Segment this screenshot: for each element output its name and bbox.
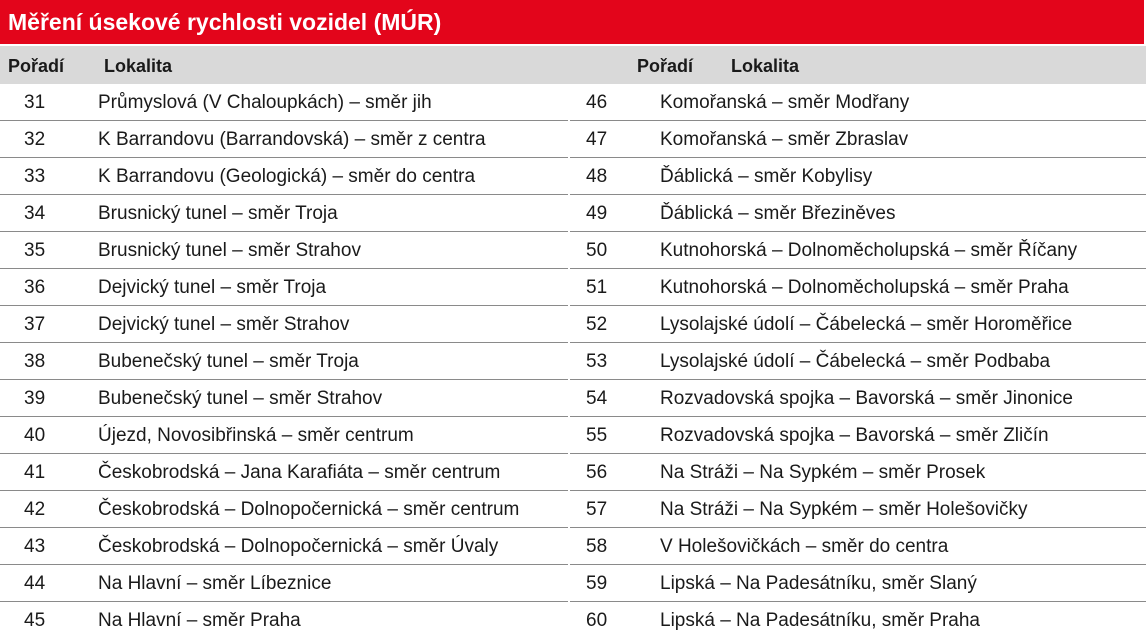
table-row bbox=[570, 454, 1146, 491]
table-row bbox=[570, 158, 1146, 195]
row-location: Kutnohorská – Dolnoměcholupská – směr Říčany bbox=[660, 240, 1078, 261]
row-order: 41 bbox=[24, 462, 46, 483]
row-location: Na Hlavní – směr Praha bbox=[98, 610, 301, 631]
left-column bbox=[0, 84, 568, 639]
row-location: Lysolajské údolí – Čábelecká – směr Podbaba bbox=[660, 351, 1051, 372]
row-location: Českobrodská – Dolnopočernická – směr centrum bbox=[98, 499, 520, 520]
table-row bbox=[0, 380, 568, 417]
row-location: Ďáblická – směr Kobylisy bbox=[660, 166, 873, 187]
row-location: Komořanská – směr Zbraslav bbox=[660, 129, 909, 150]
row-location: Dejvický tunel – směr Troja bbox=[98, 277, 327, 298]
table-row bbox=[0, 195, 568, 232]
header-order-left: Pořadí bbox=[8, 56, 65, 76]
row-order: 32 bbox=[24, 129, 46, 150]
row-order: 47 bbox=[586, 129, 608, 150]
right-column bbox=[570, 84, 1146, 639]
table-row bbox=[570, 565, 1146, 602]
table-title: Měření úsekové rychlosti vozidel (MÚR) bbox=[0, 0, 1144, 44]
table-row bbox=[0, 565, 568, 602]
table-header bbox=[0, 46, 1146, 84]
table-row bbox=[570, 343, 1146, 380]
table-row bbox=[0, 158, 568, 195]
table-row bbox=[0, 602, 568, 639]
table-row bbox=[570, 232, 1146, 269]
row-location: Na Hlavní – směr Líbeznice bbox=[98, 573, 332, 594]
row-location: K Barrandovu (Barrandovská) – směr z centra bbox=[98, 129, 486, 150]
row-order: 52 bbox=[586, 314, 608, 335]
table-row bbox=[0, 232, 568, 269]
table-row bbox=[570, 528, 1146, 565]
row-location: Komořanská – směr Modřany bbox=[660, 92, 910, 113]
table-row bbox=[0, 528, 568, 565]
table-row bbox=[0, 454, 568, 491]
table-row bbox=[0, 343, 568, 380]
row-order: 54 bbox=[586, 388, 608, 409]
table-row bbox=[0, 306, 568, 343]
row-order: 50 bbox=[586, 240, 608, 261]
row-order: 55 bbox=[586, 425, 608, 446]
row-order: 43 bbox=[24, 536, 46, 557]
row-order: 57 bbox=[586, 499, 608, 520]
row-location: Bubenečský tunel – směr Troja bbox=[98, 351, 359, 372]
row-location: Újezd, Novosibřinská – směr centrum bbox=[98, 425, 414, 446]
row-location: Lysolajské údolí – Čábelecká – směr Horoměřice bbox=[660, 314, 1073, 335]
table-row bbox=[570, 602, 1146, 639]
row-order: 44 bbox=[24, 573, 46, 594]
row-order: 35 bbox=[24, 240, 46, 261]
row-order: 37 bbox=[24, 314, 46, 335]
row-location: Ďáblická – směr Březiněves bbox=[660, 203, 896, 224]
row-location: Rozvadovská spojka – Bavorská – směr Jinonice bbox=[660, 388, 1073, 409]
table-row bbox=[570, 380, 1146, 417]
row-order: 56 bbox=[586, 462, 608, 483]
table-row bbox=[0, 84, 568, 121]
row-location: Českobrodská – Dolnopočernická – směr Úvaly bbox=[98, 536, 499, 557]
row-order: 34 bbox=[24, 203, 46, 224]
header-order-right: Pořadí bbox=[637, 56, 694, 76]
table-row bbox=[570, 121, 1146, 158]
row-order: 38 bbox=[24, 351, 46, 372]
row-location: Kutnohorská – Dolnoměcholupská – směr Praha bbox=[660, 277, 1069, 298]
table-row bbox=[570, 84, 1146, 121]
row-order: 60 bbox=[586, 610, 608, 631]
row-order: 31 bbox=[24, 92, 46, 113]
row-location: Na Stráži – Na Sypkém – směr Prosek bbox=[660, 462, 986, 483]
row-location: Na Stráži – Na Sypkém – směr Holešovičky bbox=[660, 499, 1028, 520]
row-order: 58 bbox=[586, 536, 608, 557]
row-order: 36 bbox=[24, 277, 46, 298]
table-row bbox=[0, 269, 568, 306]
row-location: Lipská – Na Padesátníku, směr Praha bbox=[660, 610, 981, 631]
table-row bbox=[570, 417, 1146, 454]
row-order: 51 bbox=[586, 277, 608, 298]
row-order: 40 bbox=[24, 425, 46, 446]
table-row bbox=[0, 491, 568, 528]
table-row bbox=[570, 306, 1146, 343]
header-location-right: Lokalita bbox=[731, 56, 800, 76]
row-order: 53 bbox=[586, 351, 608, 372]
row-location: Bubenečský tunel – směr Strahov bbox=[98, 388, 383, 409]
table-row bbox=[570, 269, 1146, 306]
table-row bbox=[570, 491, 1146, 528]
row-order: 48 bbox=[586, 166, 608, 187]
row-order: 59 bbox=[586, 573, 608, 594]
row-location: Brusnický tunel – směr Troja bbox=[98, 203, 338, 224]
table-row bbox=[0, 121, 568, 158]
row-location: Průmyslová (V Chaloupkách) – směr jih bbox=[98, 92, 432, 113]
row-location: K Barrandovu (Geologická) – směr do centra bbox=[98, 166, 476, 187]
header-location-left: Lokalita bbox=[104, 56, 173, 76]
row-location: Dejvický tunel – směr Strahov bbox=[98, 314, 350, 335]
row-location: Rozvadovská spojka – Bavorská – směr Zličín bbox=[660, 425, 1049, 446]
row-order: 45 bbox=[24, 610, 46, 631]
row-order: 49 bbox=[586, 203, 608, 224]
row-location: Lipská – Na Padesátníku, směr Slaný bbox=[660, 573, 977, 594]
row-location: V Holešovičkách – směr do centra bbox=[660, 536, 949, 557]
table-row bbox=[0, 417, 568, 454]
row-location: Českobrodská – Jana Karafiáta – směr centrum bbox=[98, 462, 501, 483]
row-order: 33 bbox=[24, 166, 46, 187]
row-location: Brusnický tunel – směr Strahov bbox=[98, 240, 361, 261]
row-order: 42 bbox=[24, 499, 46, 520]
row-order: 39 bbox=[24, 388, 46, 409]
table-row bbox=[570, 195, 1146, 232]
row-order: 46 bbox=[586, 92, 608, 113]
